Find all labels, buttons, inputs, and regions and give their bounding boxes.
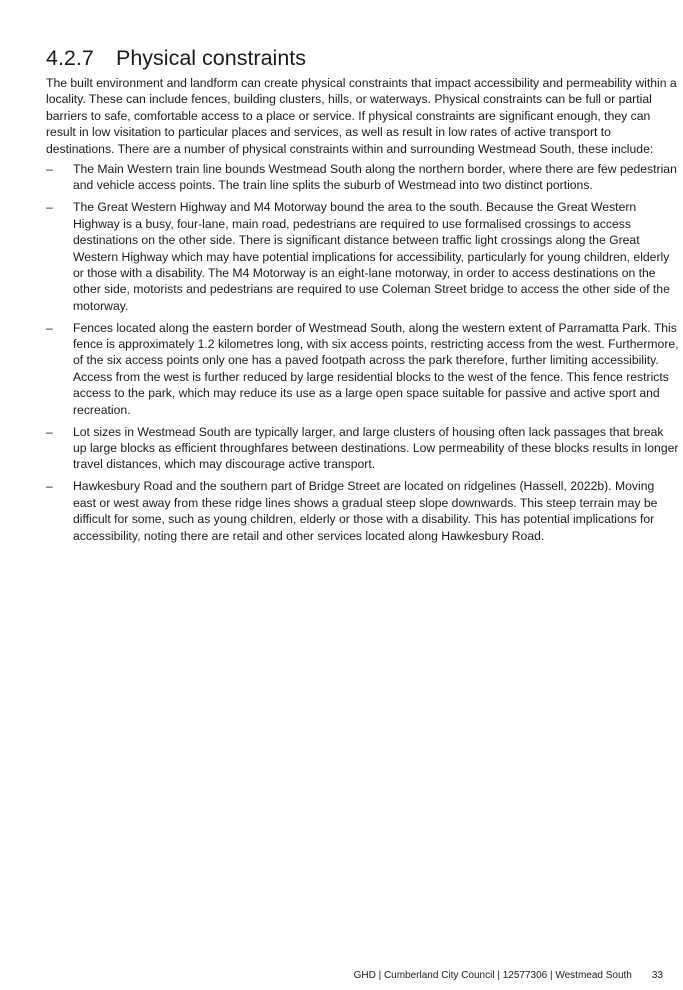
section-title: Physical constraints: [116, 46, 306, 70]
list-item-text: Hawkesbury Road and the southern part of Bridge Street are located on ridgelines (Hassell, 2022b). Moving east or west away from these ridge lines shows a gradual steep slope downwards. This steep terrain may be difficult for some, such as young children, elderly or those with a disability. This has potential implications for accessibility, noting there are retail and other services located along Hawkesbury Road.: [73, 479, 658, 543]
bullet-dash: –: [46, 479, 53, 494]
list-item: [46, 320, 679, 418]
bullet-dash: –: [46, 424, 53, 439]
list-item-text: Fences located along the eastern border of Westmead South, along the western extent of Parramatta Park. This fence is approximately 1.2 kilometres long, with six access points, restricting access from the west. Furthermore, of the six access points only one has a paved footpath across the park therefore, further limiting accessibility. Access from the west is further reduced by large residential blocks to the west of the fence. This fence restricts access to the park, which may reduce its use as a large open space suitable for passive and active sport and recreation.: [73, 320, 679, 417]
bullet-dash: –: [46, 200, 53, 215]
bullet-dash: –: [46, 320, 53, 335]
list-item: [46, 424, 679, 473]
page-footer: [354, 969, 663, 982]
list-item: [46, 161, 679, 194]
list-item: [46, 199, 679, 314]
section-number: 4.2.7: [46, 46, 94, 70]
list-item-text: Lot sizes in Westmead South are typically larger, and large clusters of housing often lack passages that break up large blocks as efficient throughfares between destinations. Low permeability of these blocks results in longer travel distances, which may discourage active transport.: [73, 424, 679, 472]
footer-text: GHD | Cumberland City Council | 12577306 | Westmead South: [353, 970, 632, 981]
constraints-list: [46, 161, 679, 549]
intro-paragraph: The built environment and landform can create physical constraints that impact accessibility and permeability within a locality. These can include fences, building clusters, hills, or waterways. Physical constraints can be full or partial barriers to safe, comfortable access to a place or service. If physical constraints are significant enough, they can result in low visitation to particular places and services, as well as result in low rates of active transport to destinations. There are a number of physical constraints within and surrounding Westmead South, these include:: [46, 76, 677, 156]
list-item-text: The Great Western Highway and M4 Motorway bound the area to the south. Because the Great Western Highway is a busy, four-lane, main road, pedestrians are required to use formalised crossings to access destinations on the other side. There is significant distance between traffic light crossings along the Great Western Highway which may have potential implications for accessibility, particularly for young children, elderly or those with a disability. The M4 Motorway is an eight-lane motorway, in order to access destinations on the other side, motorists and pedestrians are required to use Coleman Street bridge to access the other side of the motorway.: [73, 200, 670, 313]
bullet-dash: –: [46, 162, 53, 176]
section-heading: [46, 44, 306, 72]
list-item-text: The Main Western train line bounds Westmead South along the northern border, where there are few pedestrian and vehicle access points. The train line splits the suburb of Westmead into two distinct portions.: [73, 162, 677, 193]
list-item: [46, 478, 679, 544]
page-number: 33: [651, 970, 663, 981]
